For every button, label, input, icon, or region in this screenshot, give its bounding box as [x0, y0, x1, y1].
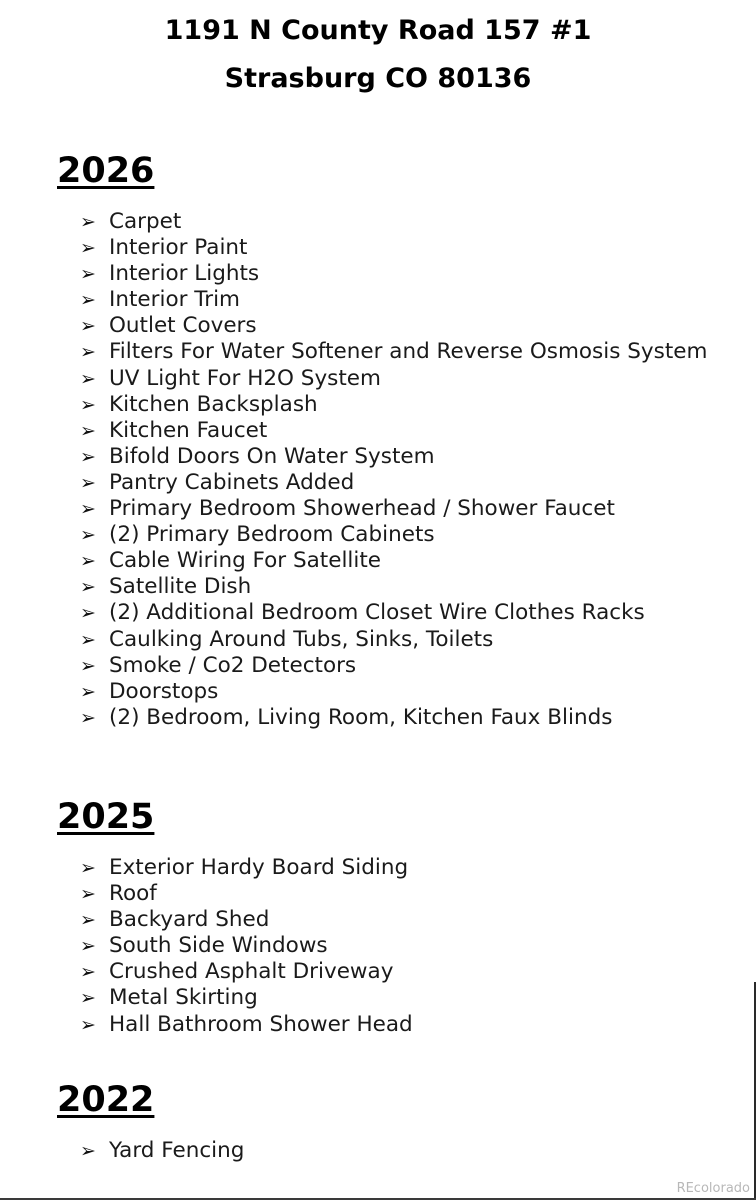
arrow-bullet-icon: ➢	[80, 263, 96, 286]
arrow-bullet-icon: ➢	[80, 498, 96, 521]
arrow-bullet-icon: ➢	[80, 857, 96, 879]
arrow-bullet-icon: ➢	[80, 706, 96, 729]
arrow-bullet-icon: ➢	[80, 237, 96, 260]
list-item: ➢ Interior Lights	[80, 261, 260, 287]
year-heading: 2026	[57, 151, 155, 191]
list-item: ➢ Filters For Water Softener and Reverse Osmosis System	[80, 339, 708, 365]
list-item: ➢ Bifold Doors On Water System	[80, 443, 435, 469]
list-item: ➢ Metal Skirting	[80, 985, 258, 1011]
list-item: ➢ Hall Bathroom Shower Head	[80, 1011, 413, 1037]
address-line-2: Strasburg CO 80136	[224, 63, 532, 94]
year-heading: 2022	[57, 1080, 155, 1120]
arrow-bullet-icon: ➢	[80, 550, 96, 573]
arrow-bullet-icon: ➢	[80, 628, 96, 651]
list-item: ➢ Satellite Dish	[80, 574, 252, 600]
list-item: ➢ Roof	[80, 881, 157, 907]
arrow-bullet-icon: ➢	[80, 1140, 96, 1162]
arrow-bullet-icon: ➢	[80, 909, 96, 932]
arrow-bullet-icon: ➢	[80, 445, 96, 468]
list-item: ➢ Doorstops	[80, 678, 219, 704]
arrow-bullet-icon: ➢	[80, 367, 96, 390]
year-heading: 2025	[57, 797, 155, 837]
arrow-bullet-icon: ➢	[80, 987, 96, 1010]
arrow-bullet-icon: ➢	[80, 419, 96, 442]
address-line-1: 1191 N County Road 157 #1	[164, 15, 592, 46]
arrow-bullet-icon: ➢	[80, 961, 96, 984]
list-item: ➢ Primary Bedroom Showerhead / Shower Faucet	[80, 496, 615, 522]
arrow-bullet-icon: ➢	[80, 471, 96, 494]
arrow-bullet-icon: ➢	[80, 576, 96, 599]
arrow-bullet-icon: ➢	[80, 883, 96, 906]
arrow-bullet-icon: ➢	[80, 211, 96, 233]
list-item: ➢ Caulking Around Tubs, Sinks, Toilets	[80, 626, 494, 652]
arrow-bullet-icon: ➢	[80, 602, 96, 625]
update-list	[0, 855, 756, 1038]
list-item: ➢ Smoke / Co2 Detectors	[80, 652, 357, 678]
list-item: ➢ (2) Bedroom, Living Room, Kitchen Faux Blinds	[80, 704, 613, 730]
arrow-bullet-icon: ➢	[80, 289, 96, 312]
list-item: ➢ UV Light For H2O System	[80, 365, 381, 391]
list-item: ➢ Yard Fencing	[80, 1138, 245, 1163]
list-item: ➢ Backyard Shed	[80, 907, 270, 933]
list-item: ➢ Kitchen Faucet	[80, 417, 268, 443]
list-item: ➢ Crushed Asphalt Driveway	[80, 959, 394, 985]
list-item: ➢ Carpet	[80, 209, 182, 234]
arrow-bullet-icon: ➢	[80, 393, 96, 416]
list-item: ➢ Kitchen Backsplash	[80, 391, 318, 417]
list-item: ➢ Interior Trim	[80, 287, 240, 313]
list-item: ➢ Cable Wiring For Satellite	[80, 548, 382, 574]
list-item: ➢ South Side Windows	[80, 933, 328, 959]
list-item: ➢ Interior Paint	[80, 235, 248, 261]
list-item: ➢ (2) Additional Bedroom Closet Wire Clothes Racks	[80, 600, 645, 626]
list-item: ➢ Exterior Hardy Board Siding	[80, 855, 409, 880]
arrow-bullet-icon: ➢	[80, 935, 96, 958]
arrow-bullet-icon: ➢	[80, 524, 96, 547]
arrow-bullet-icon: ➢	[80, 1013, 96, 1036]
arrow-bullet-icon: ➢	[80, 654, 96, 677]
watermark: REcolorado	[676, 1181, 750, 1196]
list-item: ➢ (2) Primary Bedroom Cabinets	[80, 522, 435, 548]
list-item: ➢ Outlet Covers	[80, 313, 257, 339]
update-list	[0, 209, 756, 731]
list-item: ➢ Pantry Cabinets Added	[80, 469, 355, 495]
arrow-bullet-icon: ➢	[80, 315, 96, 338]
arrow-bullet-icon: ➢	[80, 341, 96, 364]
arrow-bullet-icon: ➢	[80, 680, 96, 703]
update-list	[0, 1138, 756, 1164]
